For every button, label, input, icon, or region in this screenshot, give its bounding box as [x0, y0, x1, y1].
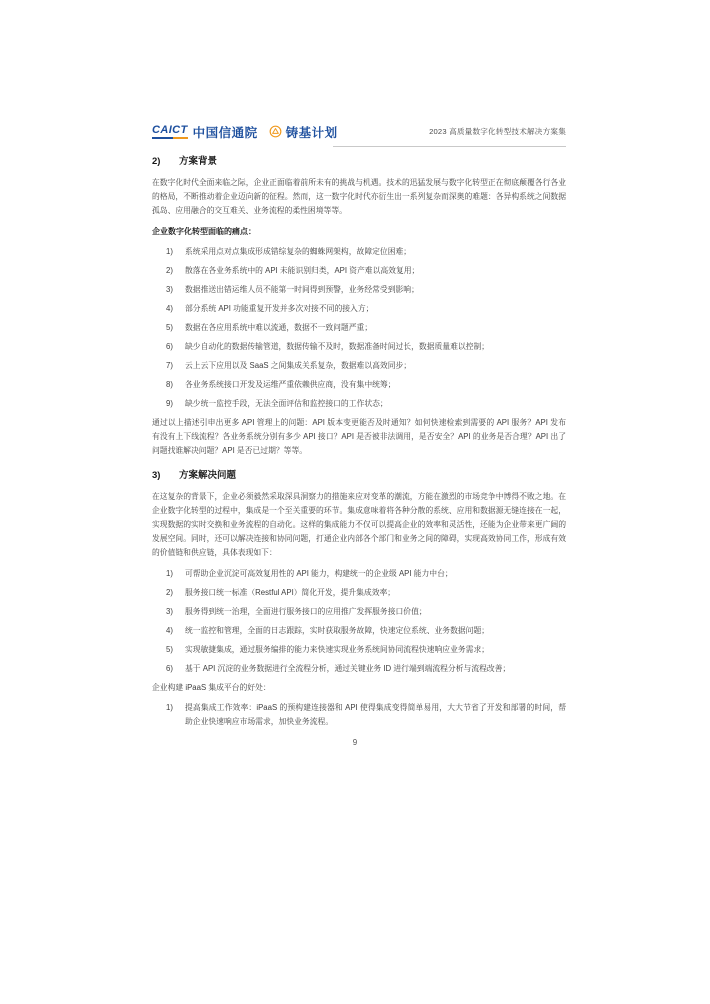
header-logos [152, 123, 338, 141]
item-text: 统一监控和管理，全面的日志跟踪，实时获取服务故障，快速定位系统、业务数据问题； [185, 626, 490, 635]
caict-logo-text: CAICT [152, 123, 188, 136]
zhuji-plan-name: 铸基计划 [285, 125, 338, 140]
section-heading-solution [152, 469, 566, 483]
item-text: 提高集成工作效率：iPaaS 的预构建连接器和 API 使得集成变得简单易用，大大节省了开发和部署的时间，帮助企业快速响应市场需求，加快业务流程。 [185, 703, 566, 726]
list-item [152, 245, 566, 259]
list-item [152, 283, 566, 297]
list-item [152, 321, 566, 335]
zhuji-plan-logo [269, 123, 338, 141]
page-header [152, 121, 566, 142]
section-heading-background [152, 155, 566, 169]
item-number: 1) [166, 703, 173, 712]
item-number: 1) [166, 569, 173, 578]
section-title: 方案背景 [179, 156, 218, 167]
item-number: 8) [166, 380, 173, 389]
caict-logo [152, 123, 258, 141]
item-text: 服务得到统一治理，全面进行服务接口的应用推广发挥服务接口价值； [185, 607, 427, 616]
ipaas-benefits-label: 企业构建 iPaaS 集成平台的好处： [152, 683, 271, 692]
item-text: 缺少统一监控手段，无法全面评估和监控接口的工作状态； [185, 399, 388, 408]
solution-benefits-list [152, 567, 566, 676]
page-number: 9 [352, 738, 358, 747]
section-number: 3) [152, 470, 161, 481]
item-text: 数据在各应用系统中难以流通，数据不一致问题严重； [185, 323, 373, 332]
item-number: 4) [166, 304, 173, 313]
caict-wordmark [152, 125, 188, 139]
item-number: 4) [166, 626, 173, 635]
item-number: 7) [166, 361, 173, 370]
header-divider [333, 146, 566, 147]
pain-points-label: 企业数字化转型面临的痛点： [152, 227, 256, 236]
list-item [152, 264, 566, 278]
item-text: 数据推送出错运维人员不能第一时间得到预警，业务经常受到影响； [185, 285, 419, 294]
item-number: 5) [166, 645, 173, 654]
item-text: 服务接口统一标准（Restful API）简化开发，提升集成效率； [185, 588, 396, 597]
item-text: 散落在各业务系统中的 API 未能识别归类，API 资产难以高效复用； [185, 266, 420, 275]
item-text: 缺少自动化的数据传输管道，数据传输不及时，数据准备时间过长，数据质量难以控制； [185, 342, 490, 351]
list-item [152, 662, 566, 676]
page-content [152, 121, 566, 734]
list-item [152, 605, 566, 619]
item-text: 实现敏捷集成，通过服务编排的能力来快速实现业务系统间协同流程快速响应业务需求； [185, 645, 490, 654]
item-text: 基于 API 沉淀的业务数据进行全流程分析，通过关键业务 ID 进行端到端流程分析与流程改善； [185, 664, 511, 673]
pain-points-list [152, 245, 566, 411]
list-item [152, 567, 566, 581]
item-text: 云上云下应用以及 SaaS 之间集成关系复杂，数据难以高效同步； [185, 361, 412, 370]
item-number: 2) [166, 588, 173, 597]
list-item [152, 359, 566, 373]
list-item [152, 378, 566, 392]
item-number: 9) [166, 399, 173, 408]
list-item [152, 643, 566, 657]
item-number: 2) [166, 266, 173, 275]
item-text: 系统采用点对点集成形成错综复杂的蜘蛛网架构，故障定位困难； [185, 247, 412, 256]
background-intro-paragraph: 在数字化时代全面来临之际，企业正面临着前所未有的挑战与机遇。技术的迅猛发展与数字化转型正在彻底颠覆各行各业的格局，不断推动着企业迈向新的征程。然而，这一数字化时代亦衍生出一系列复杂而深奥的难题：各异构系统之间数据孤岛、应用融合的交互难关、业务流程的柔性困境等等。 [152, 178, 566, 215]
item-number: 3) [166, 285, 173, 294]
list-item [152, 624, 566, 638]
caict-chinese-name: 中国信通院 [192, 125, 258, 140]
list-item [152, 586, 566, 600]
item-number: 3) [166, 607, 173, 616]
circle-triangle-icon [269, 125, 282, 138]
api-questions-paragraph: 通过以上描述引申出更多 API 管理上的问题：API 版本变更能否及时通知？如何快速检索到需要的 API 服务？API 发布有没有上下线流程？各业务系统分别有多少 API 接口？API 是否被非法调用，是否安全？API 的业务是否合理？API 出了问题找谁解决问题？API 是否已过期？等等。 [152, 418, 566, 455]
caict-underline-icon [152, 137, 188, 139]
item-text: 可帮助企业沉淀可高效复用性的 API 能力，构建统一的企业级 API 能力中台； [185, 569, 453, 578]
list-item [152, 701, 566, 729]
item-number: 5) [166, 323, 173, 332]
item-text: 各业务系统接口开发及运维严重依赖供应商，没有集中统筹； [185, 380, 396, 389]
item-text: 部分系统 API 功能重复开发并多次对接不同的接入方； [185, 304, 374, 313]
item-number: 1) [166, 247, 173, 256]
item-number: 6) [166, 664, 173, 673]
ipaas-benefits-list [152, 701, 566, 729]
list-item [152, 302, 566, 316]
document-title: 2023 高质量数字化转型技术解决方案集 [429, 127, 566, 136]
list-item [152, 397, 566, 411]
item-number: 6) [166, 342, 173, 351]
solution-intro-paragraph: 在这复杂的背景下，企业必须毅然采取深具洞察力的措施来应对变革的潮流，方能在激烈的市场竞争中博得不败之地。在企业数字化转型的过程中，集成是一个至关重要的环节。集成意味着将各种分散的系统、应用和数据源无缝连接在一起，实现数据的实时交换和业务流程的自动化。这样的集成能力不仅可以提高企业的效率和灵活性，还能为企业带来更广阔的发展空间。同时，还可以解决连接和协同问题，打通企业内部各个部门和业务之间的障碍，实现高效协同工作，形成有效的价值链和供应链，具体表现如下： [152, 492, 566, 557]
section-number: 2) [152, 156, 161, 167]
section-title: 方案解决问题 [179, 470, 237, 481]
list-item [152, 340, 566, 354]
